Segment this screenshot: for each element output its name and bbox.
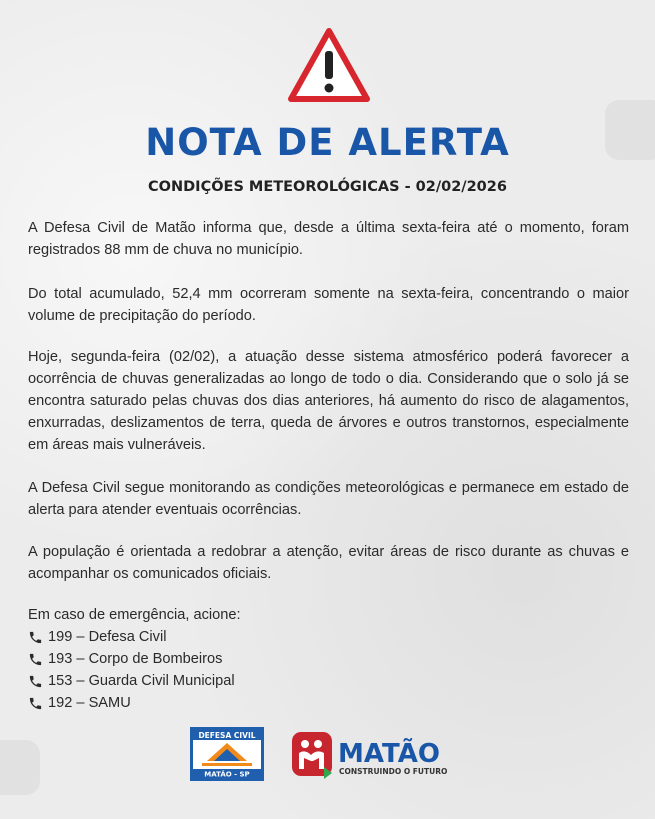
paragraph-1: A Defesa Civil de Matão informa que, desde a última sexta-feira até o momento, foram registrados 88 mm de chuva no município. xyxy=(28,220,629,258)
paragraph-3: Hoje, segunda-feira (02/02), a atuação desse sistema atmosférico poderá favorecer a ocorrência de chuvas generalizadas ao longo de todo o dia. Considerando que o solo já se encontra saturado pelas chuvas dos dias anteriores, há aumento do risco de alagamentos, enxurradas, deslizamentos de terra, queda de árvores e outros transtornos, especialmente em áreas mais vulneráveis. xyxy=(28,349,629,453)
phone-icon xyxy=(28,652,43,667)
defesa-civil-logo-top-text: DEFESA CIVIL xyxy=(198,731,256,740)
defesa-civil-logo xyxy=(190,727,264,781)
contact-label: 192 – SAMU xyxy=(48,695,131,711)
watermark-left-bottom xyxy=(0,735,45,800)
emergency-intro: Em caso de emergência, acione: xyxy=(28,607,241,623)
page-title: NOTA DE ALERTA xyxy=(145,121,510,164)
contact-label: 153 – Guarda Civil Municipal xyxy=(48,673,235,689)
contact-label: 199 – Defesa Civil xyxy=(48,629,167,645)
paragraph-4: A Defesa Civil segue monitorando as condições meteorológicas e permanece em estado de alerta para atender eventuais ocorrências. xyxy=(28,480,629,518)
matao-logo-name: MATÃO xyxy=(338,739,440,769)
contact-item xyxy=(28,670,235,692)
paragraph-5: A população é orientada a redobrar a atenção, evitar áreas de risco durante as chuvas e acompanhar os comunicados oficiais. xyxy=(28,544,629,582)
page-subtitle: CONDIÇÕES METEOROLÓGICAS - 02/02/2026 xyxy=(148,179,507,195)
phone-icon xyxy=(28,674,43,689)
contact-item xyxy=(28,692,235,714)
defesa-civil-logo-bottom-text: MATÃO - SP xyxy=(204,770,250,779)
contact-label: 193 – Corpo de Bombeiros xyxy=(48,651,223,667)
matao-logo xyxy=(291,729,471,781)
warning-icon xyxy=(287,27,371,103)
paragraph-2: Do total acumulado, 52,4 mm ocorreram somente na sexta-feira, concentrando o maior volume de precipitação do período. xyxy=(28,286,629,324)
phone-icon xyxy=(28,696,43,711)
contact-item xyxy=(28,648,235,670)
matao-logo-slogan: CONSTRUINDO O FUTURO xyxy=(339,767,448,776)
contact-item xyxy=(28,626,235,648)
phone-icon xyxy=(28,630,43,645)
emergency-contacts xyxy=(28,626,235,714)
